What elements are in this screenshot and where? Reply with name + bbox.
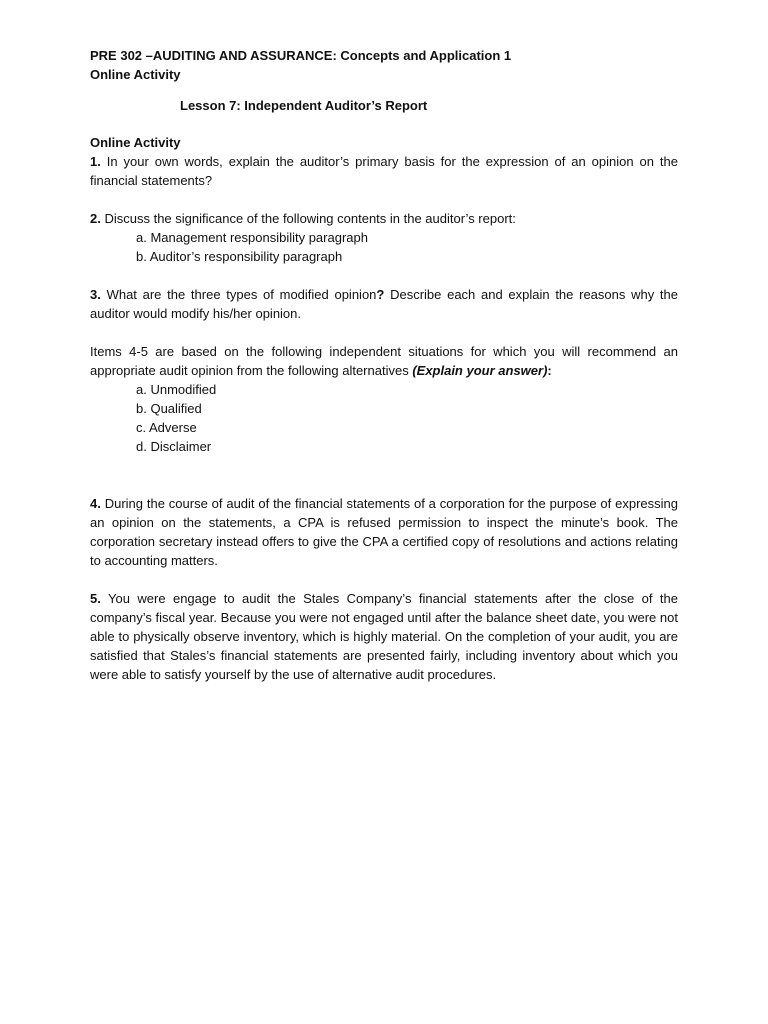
list-item: c. Adverse <box>136 420 197 435</box>
question-1 <box>90 152 678 190</box>
question-1-text: In your own words, explain the auditor’s primary basis for the expression of an opinion on the financial statements? <box>90 154 678 188</box>
list-item: b. Qualified <box>136 401 202 416</box>
question-5-number: 5. <box>90 591 101 606</box>
list-item: d. Disclaimer <box>136 439 212 454</box>
document-page <box>90 46 678 684</box>
question-1-number: 1. <box>90 154 101 169</box>
course-title: PRE 302 –AUDITING AND ASSURANCE: Concepts and Application 1 <box>90 48 512 63</box>
list-item: a. Unmodified <box>136 382 217 397</box>
opinion-options-list <box>90 380 678 456</box>
question-4-number: 4. <box>90 496 101 511</box>
question-2 <box>90 209 678 228</box>
items-intro-text: Items 4-5 are based on the following independent situations for which you will recommend an appropriate audit opinion from the following alternatives <box>90 344 678 378</box>
lesson-title: Lesson 7: Independent Auditor’s Report <box>180 98 428 113</box>
section-title: Online Activity <box>90 135 181 150</box>
question-2-list <box>90 228 678 266</box>
question-3-qmark: ? <box>376 287 385 302</box>
items-intro-colon: : <box>547 363 552 378</box>
question-3 <box>90 285 678 323</box>
question-5-text: You were engage to audit the Stales Company’s financial statements after the close of the company’s fiscal year. Because you were not engaged until after the balance sheet date, you were not able to physically observe inventory, which is highly material. On the completion of your audit, you are satisfied that Stales’s financial statements are presented fairly, including inventory about which you were able to satisfy yourself by the use of alternative audit procedures. <box>90 591 678 682</box>
question-3-text-after: Describe each and explain the reasons why the auditor would modify his/her opinion. <box>90 287 678 321</box>
question-4-text: During the course of audit of the financial statements of a corporation for the purpose of expressing an opinion on the statements, a CPA is refused permission to inspect the minute’s book. The corporation secretary instead offers to give the CPA a certified copy of resolutions and actions relating to accounting matters. <box>90 496 678 568</box>
list-item: b. Auditor’s responsibility paragraph <box>136 249 343 264</box>
question-3-text-before: What are the three types of modified opinion <box>106 287 377 302</box>
items-intro-emphasis: (Explain your answer) <box>412 363 548 378</box>
question-5 <box>90 589 678 684</box>
items-intro <box>90 342 678 380</box>
question-2-number: 2. <box>90 211 101 226</box>
list-item: a. Management responsibility paragraph <box>136 230 368 245</box>
question-2-text: Discuss the significance of the following contents in the auditor’s report: <box>104 211 516 226</box>
course-subtitle: Online Activity <box>90 67 181 82</box>
question-3-number: 3. <box>90 287 101 302</box>
question-4 <box>90 494 678 570</box>
